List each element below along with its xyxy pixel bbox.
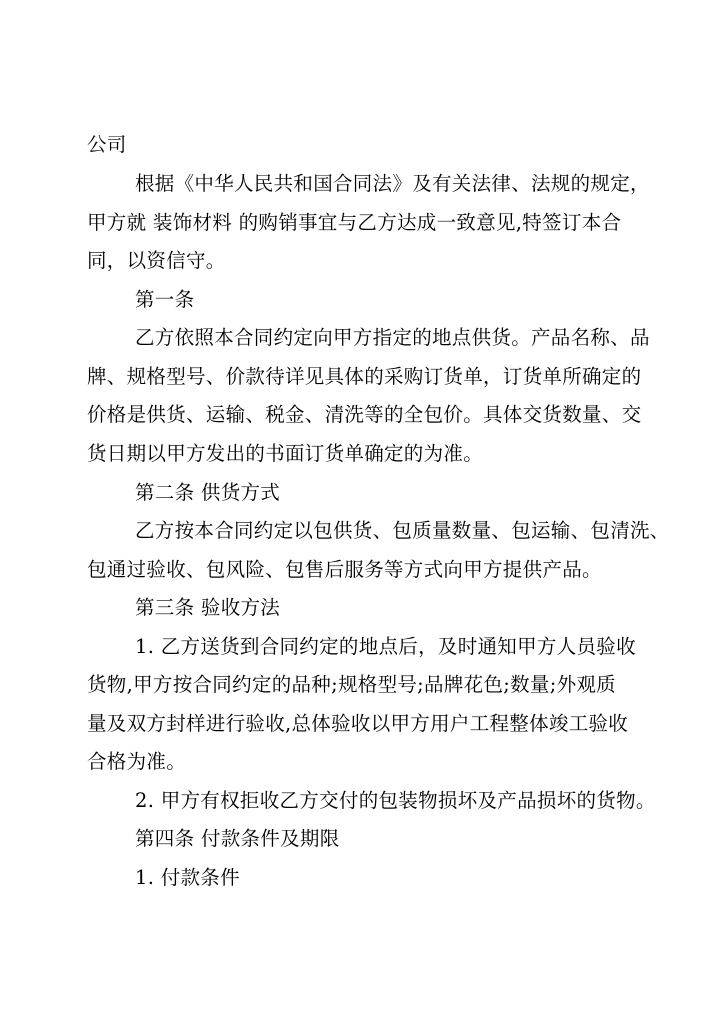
text-line-article-3-4: 合格为准。 xyxy=(87,750,187,773)
text-line-preamble-3: 同，以资信守。 xyxy=(87,249,226,272)
text-line-article-2-2: 包通过验收、包风险、包售后服务等方式向甲方提供产品。 xyxy=(87,558,602,581)
text-line-preamble-1: 根据《中华人民共和国合同法》及有关法律、法规的规定， xyxy=(135,172,650,195)
text-line-article-3-2: 货物,甲方按合同约定的品种;规格型号;品牌花色;数量;外观质 xyxy=(87,673,616,696)
text-line-article-3-1: 1. 乙方送货到合同约定的地点后，及时通知甲方人员验收 xyxy=(135,635,636,658)
text-line-article-2-1: 乙方按本合同约定以包供货、包质量数量、包运输、包清洗、 xyxy=(135,519,670,542)
text-line-article-4-1: 1. 付款条件 xyxy=(135,866,240,889)
article-3-heading: 第三条 验收方法 xyxy=(135,596,281,619)
text-line-preamble-2: 甲方就 装饰材料 的购销事宜与乙方达成一致意见,特签订本合 xyxy=(87,211,622,234)
article-4-heading: 第四条 付款条件及期限 xyxy=(135,827,340,850)
text-line-company: 公司 xyxy=(87,133,127,156)
text-line-article-1-1: 乙方依照本合同约定向甲方指定的地点供货。产品名称、品 xyxy=(135,326,650,349)
text-line-article-3-3: 量及双方封样进行验收,总体验收以甲方用户工程整体竣工验收 xyxy=(87,712,629,735)
article-1-heading: 第一条 xyxy=(135,288,195,311)
text-line-article-1-3: 价格是供货、运输、税金、清洗等的全包价。具体交货数量、交 xyxy=(87,403,642,426)
text-line-article-3-5: 2. 甲方有权拒收乙方交付的包装物损坏及产品损坏的货物。 xyxy=(135,789,656,812)
article-2-heading: 第二条 供货方式 xyxy=(135,481,281,504)
text-line-article-1-4: 货日期以甲方发出的书面订货单确定的为准。 xyxy=(87,442,484,465)
text-line-article-1-2: 牌、规格型号、价款待详见具体的采购订货单，订货单所确定的 xyxy=(87,365,642,388)
